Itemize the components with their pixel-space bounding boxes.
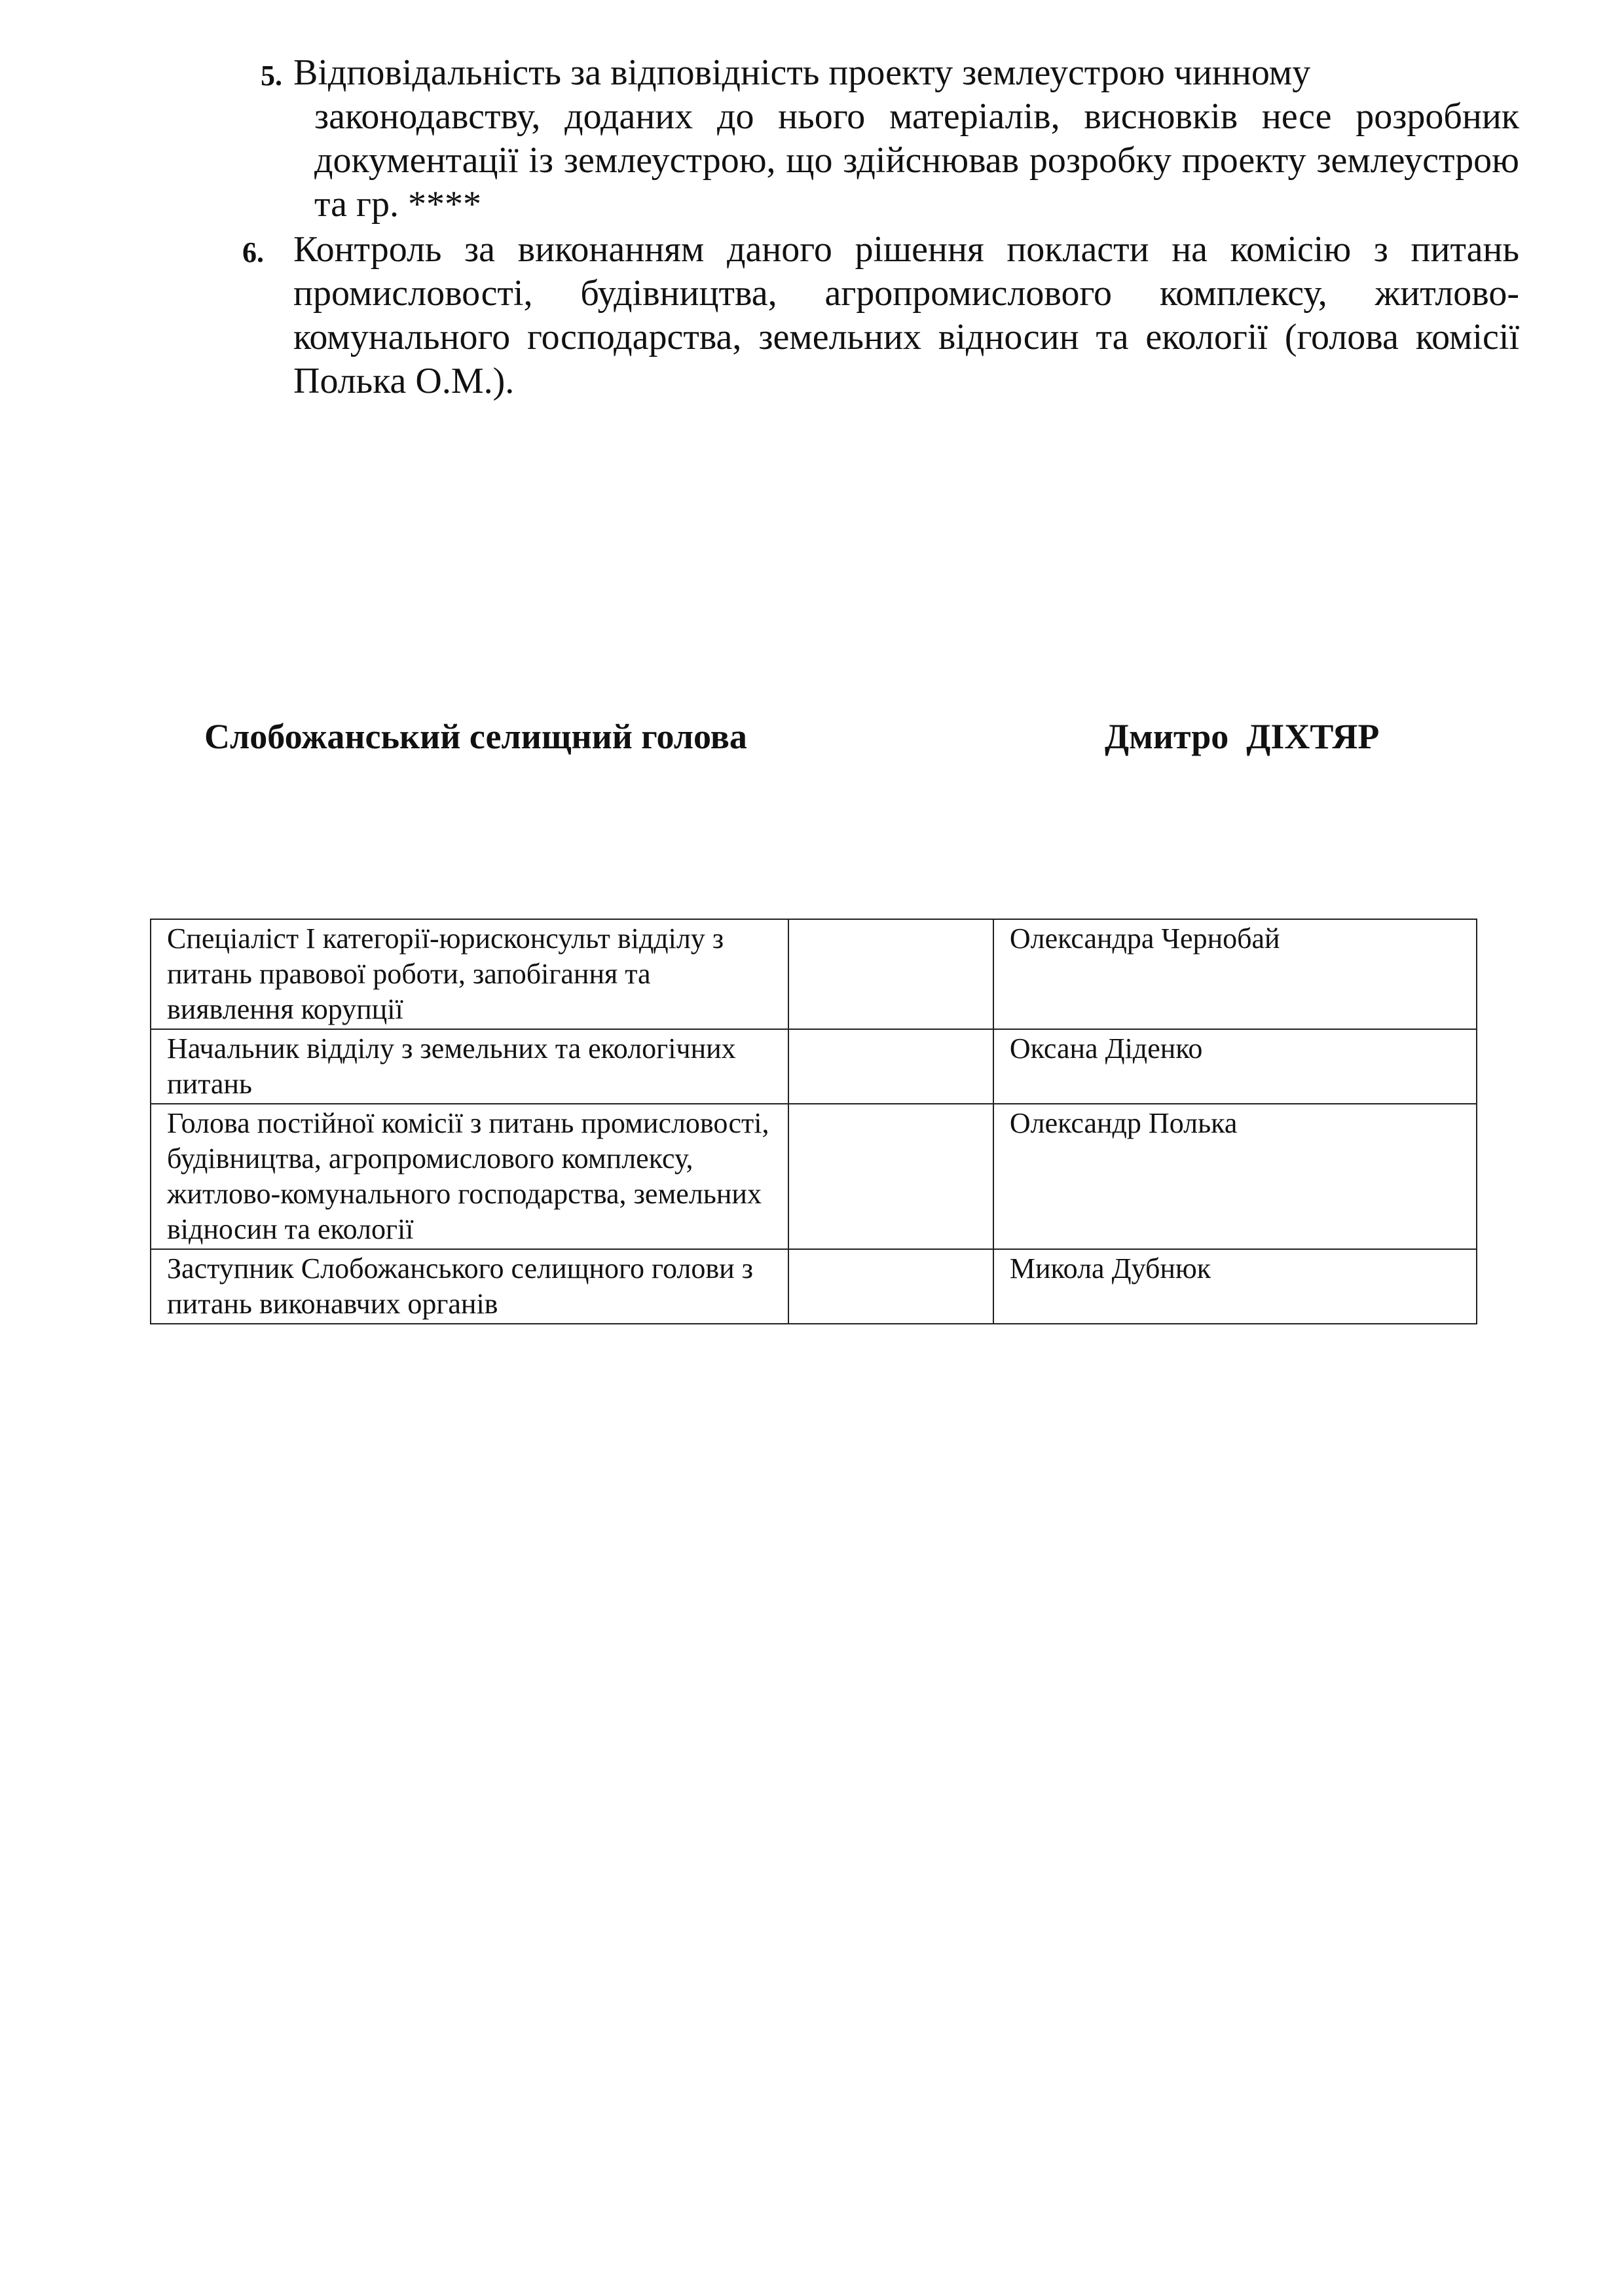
paragraph-text (293, 51, 1519, 227)
approver-name: Олександр Полька (993, 1104, 1477, 1249)
table-row (151, 919, 1477, 1029)
approver-position: Заступник Слобожанського селищного голови з питань виконавчих органів (151, 1249, 788, 1324)
signature-cell (788, 919, 993, 1029)
signature-cell (788, 1249, 993, 1324)
signature-cell (788, 1029, 993, 1104)
paragraph-text: Контроль за виконанням даного рішення покласти на комісію з питань промисловості, будівництва, агропромислового комплексу, житлово-комунального господарства, земельних відносин та екології (голова комісії Полька О.М.). (293, 229, 1519, 401)
approval-table (150, 919, 1477, 1324)
paragraph-first-line: Відповідальність за відповідність проекту землеустрою чинному (293, 52, 1311, 93)
table-row (151, 1104, 1477, 1249)
numbered-paragraph-6 (236, 228, 1519, 403)
approver-position: Голова постійної комісії з питань промисловості, будівництва, агропромислового комплексу, житлово-комунального господарства, земельних відносин та екології (151, 1104, 788, 1249)
signatory-name: Дмитро ДІХТЯР (1105, 717, 1380, 756)
signatory-title: Слобожанський селищний голова (204, 717, 747, 756)
table-row (151, 1029, 1477, 1104)
numbered-paragraph-5 (236, 51, 1519, 227)
paragraph-continuation: законодавству, доданих до нього матеріалів, висновків несе розробник документації із землеустрою, що здійснював розробку проекту землеустрою та гр. **** (314, 96, 1519, 225)
approver-position: Начальник відділу з земельних та екологічних питань (151, 1029, 788, 1104)
approver-position: Спеціаліст I категорії-юрисконсульт відділу з питань правової роботи, запобігання та виявлення корупції (151, 919, 788, 1029)
signature-cell (788, 1104, 993, 1249)
approver-name: Олександра Чернобай (993, 919, 1477, 1029)
table-row (151, 1249, 1477, 1324)
approver-name: Оксана Діденко (993, 1029, 1477, 1104)
paragraph-number: 6. (242, 236, 264, 268)
approver-name: Микола Дубнюк (993, 1249, 1477, 1324)
paragraph-number: 5. (261, 60, 282, 92)
